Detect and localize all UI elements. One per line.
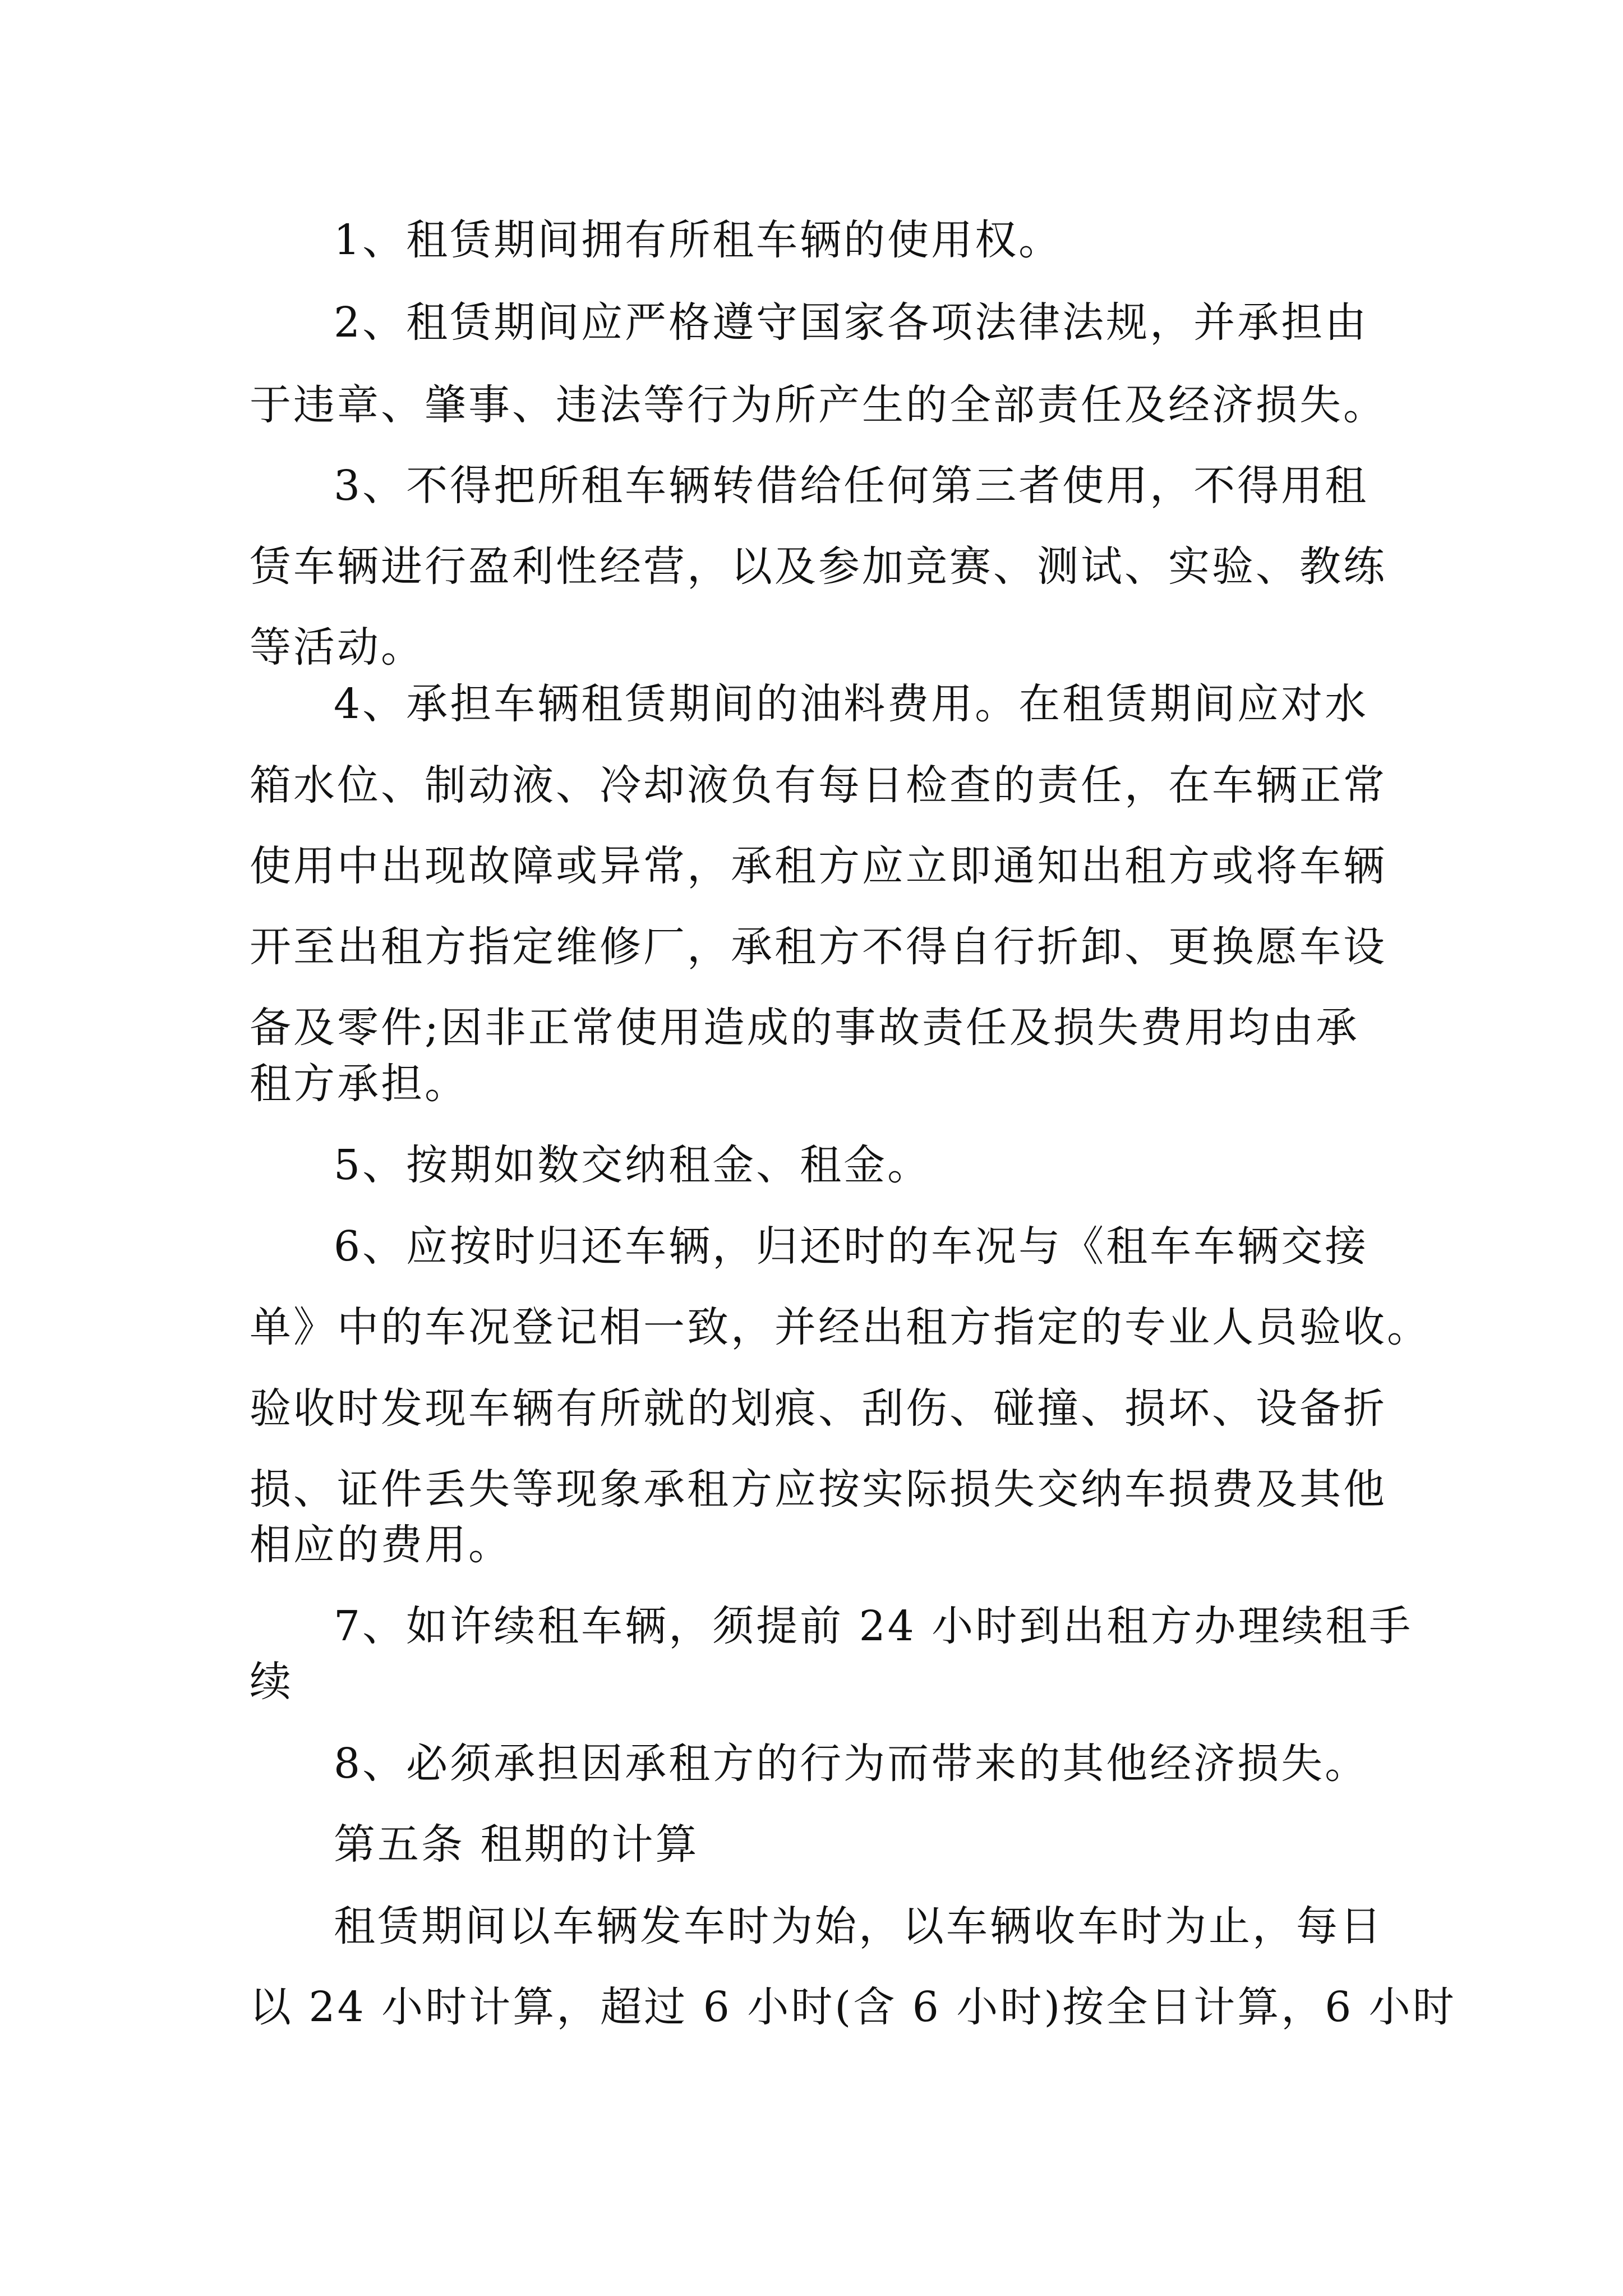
text-line: 租赁期间以车辆发车时为始，以车辆收车时为止，每日 [334, 1902, 1384, 1950]
text-line: 5、按期如数交纳租金、租金。 [334, 1141, 932, 1189]
text-line: 以 24 小时计算，超过 6 小时(含 6 小时)按全日计算，6 小时 [250, 1983, 1456, 2031]
text-line: 验收时发现车辆有所就的划痕、刮伤、碰撞、损坏、设备折 [250, 1384, 1387, 1433]
text-line: 7、如许续租车辆，须提前 24 小时到出租方办理续租手 [334, 1602, 1413, 1650]
text-line: 租方承担。 [250, 1060, 468, 1108]
text-line: 6、应按时归还车辆，归还时的车况与《租车车辆交接 [334, 1222, 1369, 1271]
text-line: 1、租赁期间拥有所租车辆的使用权。 [334, 216, 1063, 264]
text-line: 相应的费用。 [250, 1521, 512, 1569]
text-line: 2、租赁期间应严格遵守国家各项法律法规，并承担由 [334, 298, 1369, 347]
text-line: 使用中出现故障或异常，承租方应立即通知出租方或将车辆 [250, 842, 1387, 890]
text-line: 续 [250, 1658, 293, 1706]
text-line: 备及零件;因非正常使用造成的事故责任及损失费用均由承 [250, 1004, 1359, 1052]
text-line: 4、承担车辆租赁期间的油料费用。在租赁期间应对水 [334, 680, 1369, 728]
text-line: 开至出租方指定维修厂，承租方不得自行折卸、更换愿车设 [250, 923, 1387, 971]
text-line: 赁车辆进行盈利性经营，以及参加竞赛、测试、实验、教练 [250, 542, 1387, 591]
text-line: 8、必须承担因承租方的行为而带来的其他经济损失。 [334, 1740, 1369, 1788]
text-line: 单》中的车况登记相一致，并经出租方指定的专业人员验收。 [250, 1303, 1431, 1351]
text-line: 3、不得把所租车辆转借给任何第三者使用，不得用租 [334, 462, 1369, 510]
text-line: 等活动。 [250, 623, 425, 671]
text-line: 损、证件丢失等现象承租方应按实际损失交纳车损费及其他 [250, 1465, 1387, 1513]
section-heading: 第五条 租期的计算 [334, 1820, 699, 1869]
text-line: 箱水位、制动液、冷却液负有每日检查的责任，在车辆正常 [250, 761, 1387, 809]
text-line: 于违章、肇事、违法等行为所产生的全部责任及经济损失。 [250, 381, 1387, 429]
